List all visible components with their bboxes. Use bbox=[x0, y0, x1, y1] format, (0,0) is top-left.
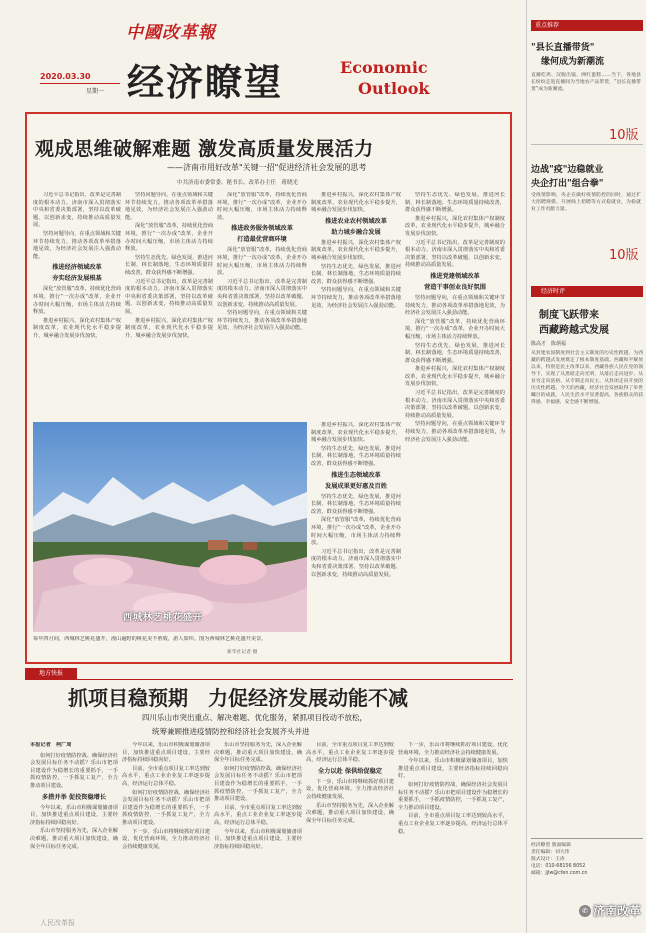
local-col3-text-b: 如何打好疫情防控战、确保经济社会发展目标任务不动摇？乐山市把项目建设作为稳增长的重要抓手，一手抓疫情防控，一手抓复工复产，全力推动项目建设。 bbox=[214, 765, 302, 803]
sidebar-divider-1 bbox=[531, 144, 643, 145]
feature-col4l-text-d: 深化“放管服”改革，持续优化营商环境，推行“一次办成”改革，企业开办时间大幅压缩，市场主体活力持续释放。 bbox=[311, 517, 401, 547]
local-col2-text-b: 目前，全市重点项目复工率达到较高水平，重点工业企业复工率逐步提高，经济运行总体平稳。 bbox=[122, 765, 210, 787]
feature-col4l-text-e: 习近平总书记指出，改革是完善制度的根本动力。济南市深入贯彻落实中央和省委决策部署，坚持以改革破题、以创新求变，持续推动高质量发展。 bbox=[311, 548, 401, 578]
local-col2-text-d: 下一步，乐山市将继续抓好项目建设，优化营商环境，全力推动经济社会持续健康发展。 bbox=[122, 828, 210, 850]
local-news-headline: 抓项目稳预期 力促经济发展动能不减 bbox=[68, 686, 408, 710]
feature-col2-text: 坚持问题导向，在重点领域和关键环节持续发力，推动各项改革举措落地见效，为经济社会发展注入强劲动能。 bbox=[125, 192, 213, 221]
feature-col2-text-e: 推进乡村振兴，深化农村集体产权制度改革，农业现代化水平稳步提升，城乡融合发展步伐加快。 bbox=[125, 317, 213, 339]
feature-col3-text-d: 坚持问题导向，在重点领域和关键环节持续发力，推动各项改革举措落地见效，为经济社会发展注入强劲动能。 bbox=[217, 310, 307, 332]
section-title-en-1: Economic bbox=[340, 58, 428, 77]
story1-page[interactable]: 10版 bbox=[609, 128, 639, 143]
story1-text: 直播吃鸡、汉服出镜、网红蛋糕……当下，各地县长纷纷走进直播间为当地农产品带货，“县长直播带货”成为新潮流。 bbox=[531, 73, 641, 92]
issue-weekday: 星期一 bbox=[86, 88, 105, 95]
feature-column-3 bbox=[217, 192, 307, 420]
local-news-column-3 bbox=[214, 742, 302, 928]
editor-info: 经济瞭望 版面编辑 责任编辑：刘大伟 版式设计：王涛 电话：010-68156 8052 邮箱：jjlw@cfen.com.cn bbox=[531, 843, 588, 876]
opinion-label: 经济时评 bbox=[541, 288, 566, 295]
subhead-2a: 推进政务服务领域改革 bbox=[231, 225, 293, 233]
feature-byline: 中共济南市委常委、秘书长、改革办主任 蒋晓光 bbox=[177, 180, 299, 186]
story2-title-2: 央企打出"组合拳" bbox=[531, 179, 604, 189]
feature-col5-text-g: 推进乡村振兴，深化农村集体产权制度改革，农业现代化水平稳步提升，城乡融合发展步伐加快。 bbox=[405, 366, 505, 388]
subhead-3a: 推进农业农村领域改革 bbox=[325, 217, 387, 225]
feature-col5-text-d: 坚持问题导向，在重点领域和关键环节持续发力，推动各项改革举措落地见效，为经济社会发展注入强劲动能。 bbox=[405, 294, 505, 317]
local-col4-text-c: 乐山市坚持服务为先，深入企业解决难题，推动重大项目加快建设，确保全年目标任务完成。 bbox=[306, 802, 394, 824]
masthead bbox=[0, 0, 520, 108]
local-col4-text-b: 下一步，乐山市将继续抓好项目建设，优化营商环境，全力推动经济社会持续健康发展。 bbox=[306, 778, 394, 800]
local-col1-text: 如何打好疫情防控战、确保经济社会发展目标任务不动摇？乐山市把项目建设作为稳增长的重要抓手，一手抓疫情防控，一手抓复工复产，全力推动项目建设。 bbox=[30, 752, 118, 789]
story2-text: 受疫情影响，央企在做好疫情防控的同时，通过扩大招聘规模、开展线上招聘等方式稳就业，为稳就业工作贡献力量。 bbox=[531, 193, 641, 212]
local-col5-text-c: 如何打好疫情防控战、确保经济社会发展目标任务不动摇？乐山市把项目建设作为稳增长的重要抓手，一手抓疫情防控，一手抓复工复产，全力推动项目建设。 bbox=[398, 781, 508, 811]
local-news-label: 地方快报 bbox=[38, 670, 63, 677]
photo-caption: 每年四月间，西城林艺桃花盛开，漫山遍野的桃花美不胜收，游人如织。图为西城林艺桃花盛开美景。 bbox=[33, 636, 267, 642]
feature-col5-text-c: 习近平总书记指出，改革是完善制度的根本动力。济南市深入贯彻落实中央和省委决策部署，坚持以改革破题、以创新求变，持续推动高质量发展。 bbox=[405, 239, 505, 269]
feature-col5-text-b: 推进乡村振兴，深化农村集体产权制度改革，农业现代化水平稳步提升，城乡融合发展步伐加快。 bbox=[405, 215, 505, 237]
feature-col4-text: 推进乡村振兴，深化农村集体产权制度改革，农业现代化水平稳步提升，城乡融合发展步伐加快。 bbox=[311, 192, 401, 214]
local-news-label-box bbox=[25, 668, 77, 679]
story1-title-1: "县长直播带货" bbox=[531, 43, 595, 53]
featured-label-box bbox=[531, 20, 643, 31]
peach-blossom-landscape-image bbox=[33, 422, 307, 632]
section-title-en-2: Outlook bbox=[358, 79, 430, 98]
feature-col5-text-h: 习近平总书记指出，改革是完善制度的根本动力。济南市深入贯彻落实中央和省委决策部署，坚持以改革破题、以创新求变，持续推动高质量发展。 bbox=[405, 390, 505, 419]
story2-page[interactable]: 10版 bbox=[609, 248, 639, 263]
local-news-column-1 bbox=[30, 742, 118, 928]
issue-date: 2020.03.30 bbox=[40, 72, 91, 81]
local-col5-text: 下一步，乐山市将继续抓好项目建设，优化营商环境，全力推动经济社会持续健康发展。 bbox=[398, 742, 508, 756]
subhead-1a: 推进经济领域改革 bbox=[52, 264, 102, 272]
opinion-label-box bbox=[531, 286, 643, 297]
feature-col5-text-i: 坚持问题导向，在重点领域和关键环节持续发力，推动各项改革举措落地见效，为经济社会发展注入强劲动能。 bbox=[405, 421, 505, 443]
local-col3-text-d: 今年以来，乐山市积极谋划储备项目，加快推进重点项目建设，主要经济指标持续回稳向好。 bbox=[214, 828, 302, 850]
subhead-1b: 夯实经济发展根基 bbox=[52, 275, 102, 283]
opinion-text: 从封建农奴制度到社会主义制度的历史性跨越，为西藏的跨越式发展奠定了根本制度基础。西藏和平解放以来，特别是民主改革以来，西藏各族人民在党的领导下，实现了从黑暗走向光明、从落后走向进步、从贫穷走向富裕、从专制走向民主、从封闭走向开放的历史性跨越。今天的西藏，经济社会发展取得了举世瞩目的成就，人民生活水平显著提高，各族群众的获得感、幸福感、安全感不断增强。 bbox=[531, 351, 643, 405]
section-title: 经济瞭望 bbox=[127, 60, 283, 104]
local-col3-text: 乐山市坚持服务为先，深入企业解决难题，推动重大项目加快建设，确保全年目标任务完成。 bbox=[214, 742, 302, 764]
watermark-text: 济南改革 bbox=[593, 904, 642, 918]
local-col5-text-b: 今年以来，乐山市积极谋划储备项目，加快推进重点项目建设，主要经济指标持续回稳向好。 bbox=[398, 758, 508, 780]
local-news-byline: 本报记者 柯广周 bbox=[30, 742, 72, 748]
subhead-5b: 营造干事创业良好氛围 bbox=[424, 283, 486, 291]
opinion-title-1: 制度飞跃带来 bbox=[539, 310, 599, 321]
local-news-subheadline-2: 统筹兼顾推进疫情防控和经济社会发展齐头并进 bbox=[152, 727, 310, 736]
feature-column-4-lower bbox=[311, 422, 401, 658]
sidebar bbox=[526, 0, 646, 933]
subhead-4b: 发展成果更好惠及百姓 bbox=[325, 482, 387, 490]
local-col2-text: 今年以来，乐山市积极谋划储备项目，加快推进重点项目建设，主要经济指标持续回稳向好。 bbox=[122, 742, 210, 764]
paper-name: 中國改革報 bbox=[126, 23, 216, 43]
feature-subheadline: ——济南市用好改革"关键一招"促进经济社会发展的思考 bbox=[167, 163, 367, 172]
local-col2-text-c: 如何打好疫情防控战、确保经济社会发展目标任务不动摇？乐山市把项目建设作为稳增长的重要抓手，一手抓疫情防控，一手抓复工复产，全力推动项目建设。 bbox=[122, 789, 210, 826]
opinion-title-2: 西藏跨越式发展 bbox=[539, 325, 609, 336]
feature-col3-text: 深化“放管服”改革，持续优化营商环境，推行“一次办成”改革，企业开办时间大幅压缩，市场主体活力持续释放。 bbox=[217, 192, 307, 221]
feature-headline: 观成思维破解难题 激发高质量发展活力 bbox=[35, 138, 374, 160]
subhead-4a: 推进生态领域改革 bbox=[331, 471, 381, 479]
local-col4-text: 目前，全市重点项目复工率达到较高水平，重点工业企业复工率逐步提高，经济运行总体平稳。 bbox=[306, 742, 394, 764]
local-news-column-5 bbox=[398, 742, 508, 928]
feature-col4-text-b: 推进乡村振兴，深化农村集体产权制度改革，农业现代化水平稳步提升，城乡融合发展步伐加快。 bbox=[311, 239, 401, 261]
opinion-byline: 陈高才 陈炳福 bbox=[531, 341, 567, 347]
subhead-5a: 推进党建领域改革 bbox=[430, 272, 480, 280]
local-col1-text-c: 乐山市坚持服务为先，深入企业解决难题，推动重大项目加快建设，确保全年目标任务完成。 bbox=[30, 828, 118, 850]
local-news-subheadline-1: 四川乐山市突出重点、解决难题、优化服务，紧抓项目投动不放松， bbox=[142, 713, 367, 722]
local-news-column-4 bbox=[306, 742, 394, 928]
feature-col5-text: 坚持生态优先、绿色发展，推进河长制、林长制落地，生态环境质量持续改善，群众获得感不断增强。 bbox=[405, 192, 505, 214]
local-col1-text-b: 今年以来，乐山市积极谋划储备项目，加快推进重点项目建设，主要经济指标持续回稳向好。 bbox=[30, 804, 118, 826]
feature-col1-text-d: 推进乡村振兴，深化农村集体产权制度改革，农业现代化水平稳步提升，城乡融合发展步伐加快。 bbox=[33, 317, 121, 339]
feature-col4l-text-c: 坚持生态优先、绿色发展，推进河长制、林长制落地，生态环境质量持续改善，群众获得感不断增强。 bbox=[311, 493, 401, 515]
sidebar-divider-2 bbox=[531, 838, 643, 839]
feature-column-4 bbox=[311, 192, 401, 420]
footer-watermark-left: 人民改革报 bbox=[40, 919, 75, 927]
masthead-divider bbox=[40, 83, 120, 84]
feature-column-2 bbox=[125, 192, 213, 420]
feature-photo bbox=[33, 422, 307, 632]
story2-title-1: 边战"疫"边稳就业 bbox=[531, 165, 604, 175]
local-news-rule bbox=[25, 679, 513, 680]
feature-col4l-text: 推进乡村振兴，深化农村集体产权制度改革，农业现代化水平稳步提升，城乡融合发展步伐加快。 bbox=[311, 422, 401, 444]
local-subhead-1: 多措并举 促投资稳增长 bbox=[41, 793, 107, 801]
feature-col1-text-c: 深化“放管服”改革，持续优化营商环境，推行“一次办成”改革，企业开办时间大幅压缩，市场主体活力持续释放。 bbox=[33, 286, 121, 316]
feature-col5-text-f: 坚持生态优先、绿色发展，推进河长制、林长制落地，生态环境质量持续改善，群众获得感不断增强。 bbox=[405, 342, 505, 364]
feature-column-1 bbox=[33, 192, 121, 420]
feature-col2-text-d: 习近平总书记指出，改革是完善制度的根本动力。济南市深入贯彻落实中央和省委决策部署，坚持以改革破题、以创新求变，持续推动高质量发展。 bbox=[125, 278, 213, 315]
local-col5-text-d: 目前，全市重点项目复工率达到较高水平，重点工业企业复工率逐步提高，经济运行总体平稳。 bbox=[398, 813, 508, 835]
local-news-column-2 bbox=[122, 742, 210, 928]
photo-credit: 新华社记者 摄 bbox=[227, 650, 258, 655]
feature-col3-text-b: 深化“放管服”改革，持续优化营商环境，推行“一次办成”改革，企业开办时间大幅压缩，市场主体活力持续释放。 bbox=[217, 247, 307, 277]
feature-col1-text: 习近平总书记指出，改革是完善制度的根本动力。济南市深入贯彻落实中央和省委决策部署，坚持以改革破题、以创新求变，持续推动高质量发展。 bbox=[33, 192, 121, 229]
feature-col1-text-b: 坚持问题导向，在重点领域和关键环节持续发力，推动各项改革举措落地见效，为经济社会发展注入强劲动能。 bbox=[33, 230, 121, 260]
story1-title-2: 缘何成为新潮流 bbox=[541, 57, 605, 67]
feature-col5-text-e: 深化“放管服”改革，持续优化营商环境，推行“一次办成”改革，企业开办时间大幅压缩，市场主体活力持续释放。 bbox=[405, 318, 505, 340]
feature-col4-text-d: 坚持问题导向，在重点领域和关键环节持续发力，推动各项改革举措落地见效，为经济社会发展注入强劲动能。 bbox=[311, 287, 401, 309]
feature-column-5 bbox=[405, 192, 505, 658]
feature-article bbox=[25, 112, 512, 664]
subhead-3b: 助力城乡融合发展 bbox=[331, 228, 381, 236]
feature-col2-text-b: 深化“放管服”改革，持续优化营商环境，推行“一次办成”改革，企业开办时间大幅压缩，市场主体活力持续释放。 bbox=[125, 223, 213, 253]
feature-col4-text-c: 坚持生态优先、绿色发展，推进河长制、林长制落地，生态环境质量持续改善，群众获得感不断增强。 bbox=[311, 263, 401, 285]
photo-caption-title: 西城林艺桃花盛开 bbox=[123, 613, 204, 623]
feature-col2-text-c: 坚持生态优先、绿色发展，推进河长制、林长制落地，生态环境质量持续改善，群众获得感不断增强。 bbox=[125, 254, 213, 276]
local-subhead-2: 全力以赴 保供给促稳定 bbox=[317, 767, 383, 775]
subhead-2b: 打造最优营商环境 bbox=[237, 236, 287, 244]
local-col3-text-c: 目前，全市重点项目复工率达到较高水平，重点工业企业复工率逐步提高，经济运行总体平稳。 bbox=[214, 804, 302, 826]
feature-col3-text-c: 习近平总书记指出，改革是完善制度的根本动力。济南市深入贯彻落实中央和省委决策部署，坚持以改革破题、以创新求变，持续推动高质量发展。 bbox=[217, 278, 307, 308]
feature-col4l-text-b: 坚持生态优先、绿色发展，推进河长制、林长制落地，生态环境质量持续改善，群众获得感不断增强。 bbox=[311, 445, 401, 467]
featured-label: 重点推荐 bbox=[535, 22, 560, 29]
wechat-icon: ✆ bbox=[579, 905, 591, 917]
